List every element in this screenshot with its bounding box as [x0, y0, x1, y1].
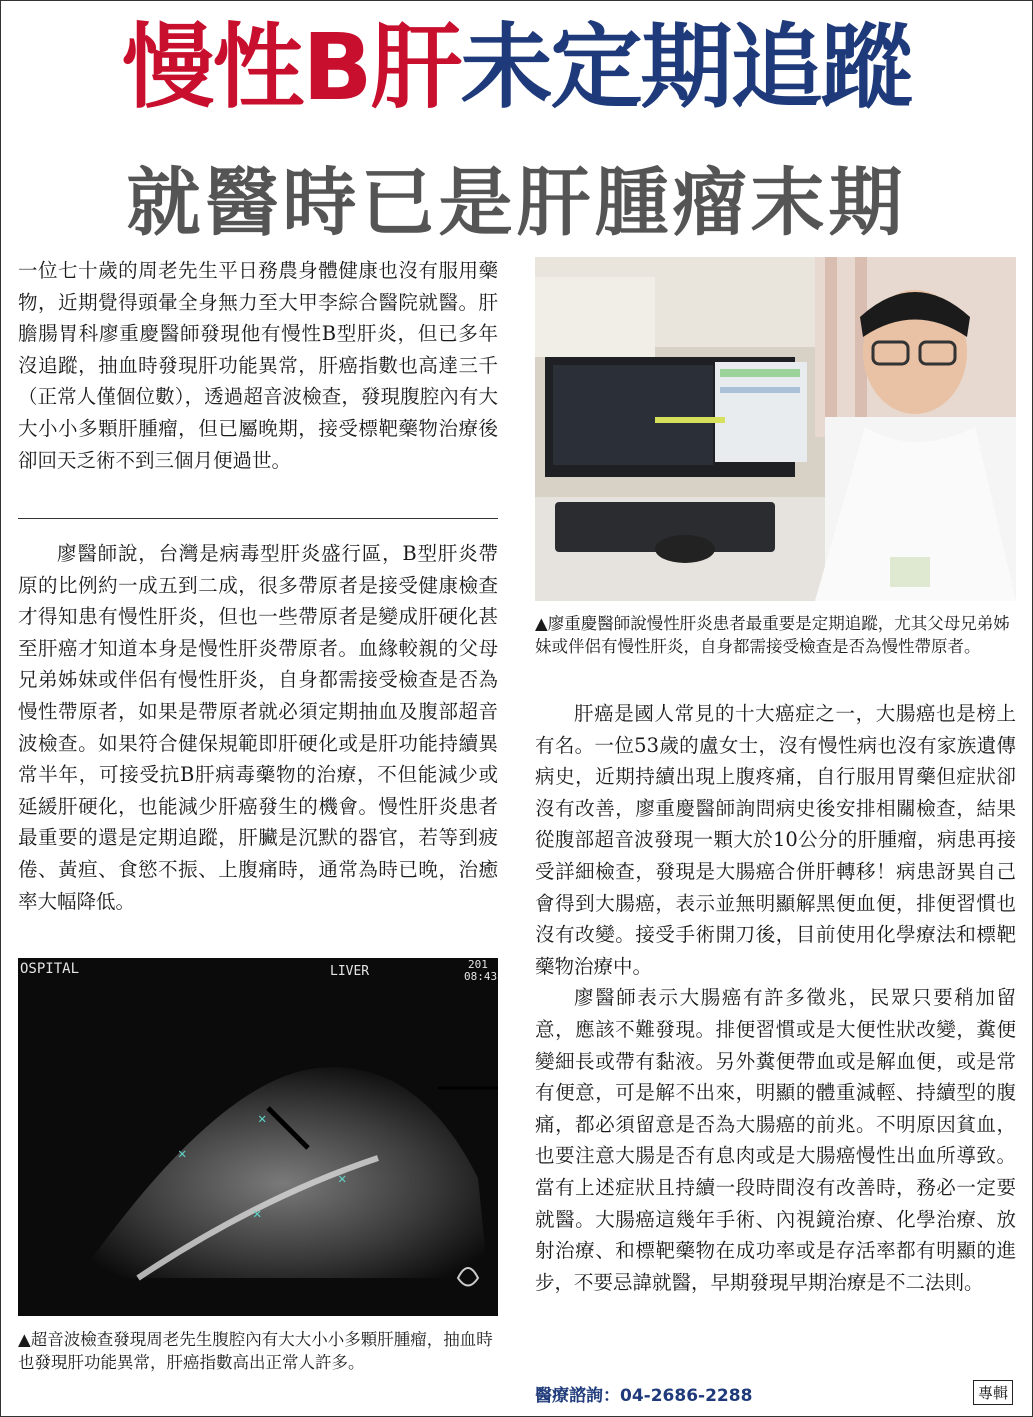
- section-tag: 專輯: [973, 1380, 1013, 1405]
- lead-paragraph: 一位七十歲的周老先生平日務農身體健康也沒有服用藥物，近期覺得頭暈全身無力至大甲李綜合醫院就醫。肝膽腸胃科廖重慶醫師發現他有慢性B型肝炎，但已多年沒追蹤，抽血時發現肝功能異常，肝癌指數也高達三千（正常人僅個位數），透過超音波檢查，發現腹腔內有大大小小多顆肝腫瘤，但已屬晚期，接受標靶藥物治療後卻回天乏術不到三個月便過世。: [18, 259, 498, 472]
- svg-text:✕: ✕: [258, 1111, 267, 1127]
- ultrasound-year-label: 201: [468, 958, 488, 971]
- paragraph-2: 廖醫師說，台灣是病毒型肝炎盛行區，B型肝炎帶原的比例約一成五到二成，很多帶原者是接受健康檢查才得知患有慢性肝炎，但也一些帶原者是變成肝硬化甚至肝癌才知道本身是慢性肝炎帶原者。血緣較親的父母兄弟姊妹或伴侶有慢性肝炎，自身都需接受檢查是否為慢性帶原者，如果是帶原者就必須定期抽血及腹部超音波檢查。如果符合健保規範即肝硬化或是肝功能持續異常半年，可接受抗B肝病毒藥物的治療，不但能減少或延緩肝硬化，也能減少肝癌發生的機會。慢性肝炎患者最重要的還是定期追蹤，肝臟是沉默的器官，若等到疲倦、黃疸、食慾不振、上腹痛時，通常為時已晚，治癒率大幅降低。: [18, 542, 498, 913]
- headline: [0, 8, 1033, 128]
- doctor-photo-caption: ▲廖重慶醫師說慢性肝炎患者最重要是定期追蹤，尤其父母兄弟姊妹或伴侶有慢性肝炎，自身都需接受檢查是否為慢性帶原者。: [535, 614, 1010, 656]
- headline-blue-part: 未定期追蹤: [460, 14, 911, 121]
- svg-text:✕: ✕: [253, 1206, 262, 1222]
- doctor-photo-illustration: [535, 257, 1016, 601]
- paragraph-3: 肝癌是國人常見的十大癌症之一，大腸癌也是榜上有名。一位53歲的盧女士，沒有慢性病也沒有家族遺傳病史，近期持續出現上腹疼痛，自行服用胃藥但症狀卻沒有改善，廖重慶醫師詢問病史後安排相關檢查，結果從腹部超音波發現一顆大於10公分的肝腫瘤，病患再接受詳細檢查，發現是大腸癌合併肝轉移！病患訝異自己會得到大腸癌，表示並無明顯解黑便血便，排便習慣也沒有改變。接受手術開刀後，目前使用化學療法和標靶藥物治療中。: [535, 702, 1016, 978]
- subheadline: 就醫時已是肝腫瘤末期: [126, 160, 907, 246]
- ultrasound-illustration: [18, 958, 498, 1316]
- ultrasound-organ-label: LIVER: [330, 964, 370, 979]
- svg-text:✕: ✕: [178, 1146, 187, 1162]
- right-column-text: [535, 698, 1016, 1298]
- ultrasound-hospital-label: OSPITAL: [20, 961, 80, 977]
- doctor-photo: [535, 257, 1016, 601]
- ultrasound-caption: ▲超音波檢查發現周老先生腹腔內有大大小小多顆肝腫瘤，抽血時也發現肝功能異常，肝癌指數高出正常人許多。: [18, 1330, 493, 1372]
- section-divider: [18, 518, 498, 519]
- headline-red-part: 慢性B肝: [122, 14, 461, 121]
- ultrasound-time-label: 08:43: [464, 970, 498, 983]
- svg-text:✕: ✕: [338, 1171, 347, 1187]
- lead-paragraph-block: [18, 255, 498, 476]
- medical-contact: 醫療諮詢：04-2686-2288: [535, 1386, 753, 1406]
- paragraph-2-block: [18, 538, 498, 917]
- paragraph-4: 廖醫師表示大腸癌有許多徵兆，民眾只要稍加留意，應該不難發現。排便習慣或是大便性狀改變，糞便變細長或帶有黏液。另外糞便帶血或是解血便，或是常有便意，可是解不出來，明顯的體重減輕、持續型的腹痛，都必須留意是否為大腸癌的前兆。不明原因貧血，也要注意大腸是否有息肉或是大腸癌慢性出血所導致。當有上述症狀且持續一段時間沒有改善時，務必一定要就醫。大腸癌這幾年手術、內視鏡治療、化學治療、放射治療、和標靶藥物在成功率或是存活率都有明顯的進步，不要忌諱就醫，早期發現早期治療是不二法則。: [535, 986, 1016, 1294]
- ultrasound-image: [18, 958, 498, 1316]
